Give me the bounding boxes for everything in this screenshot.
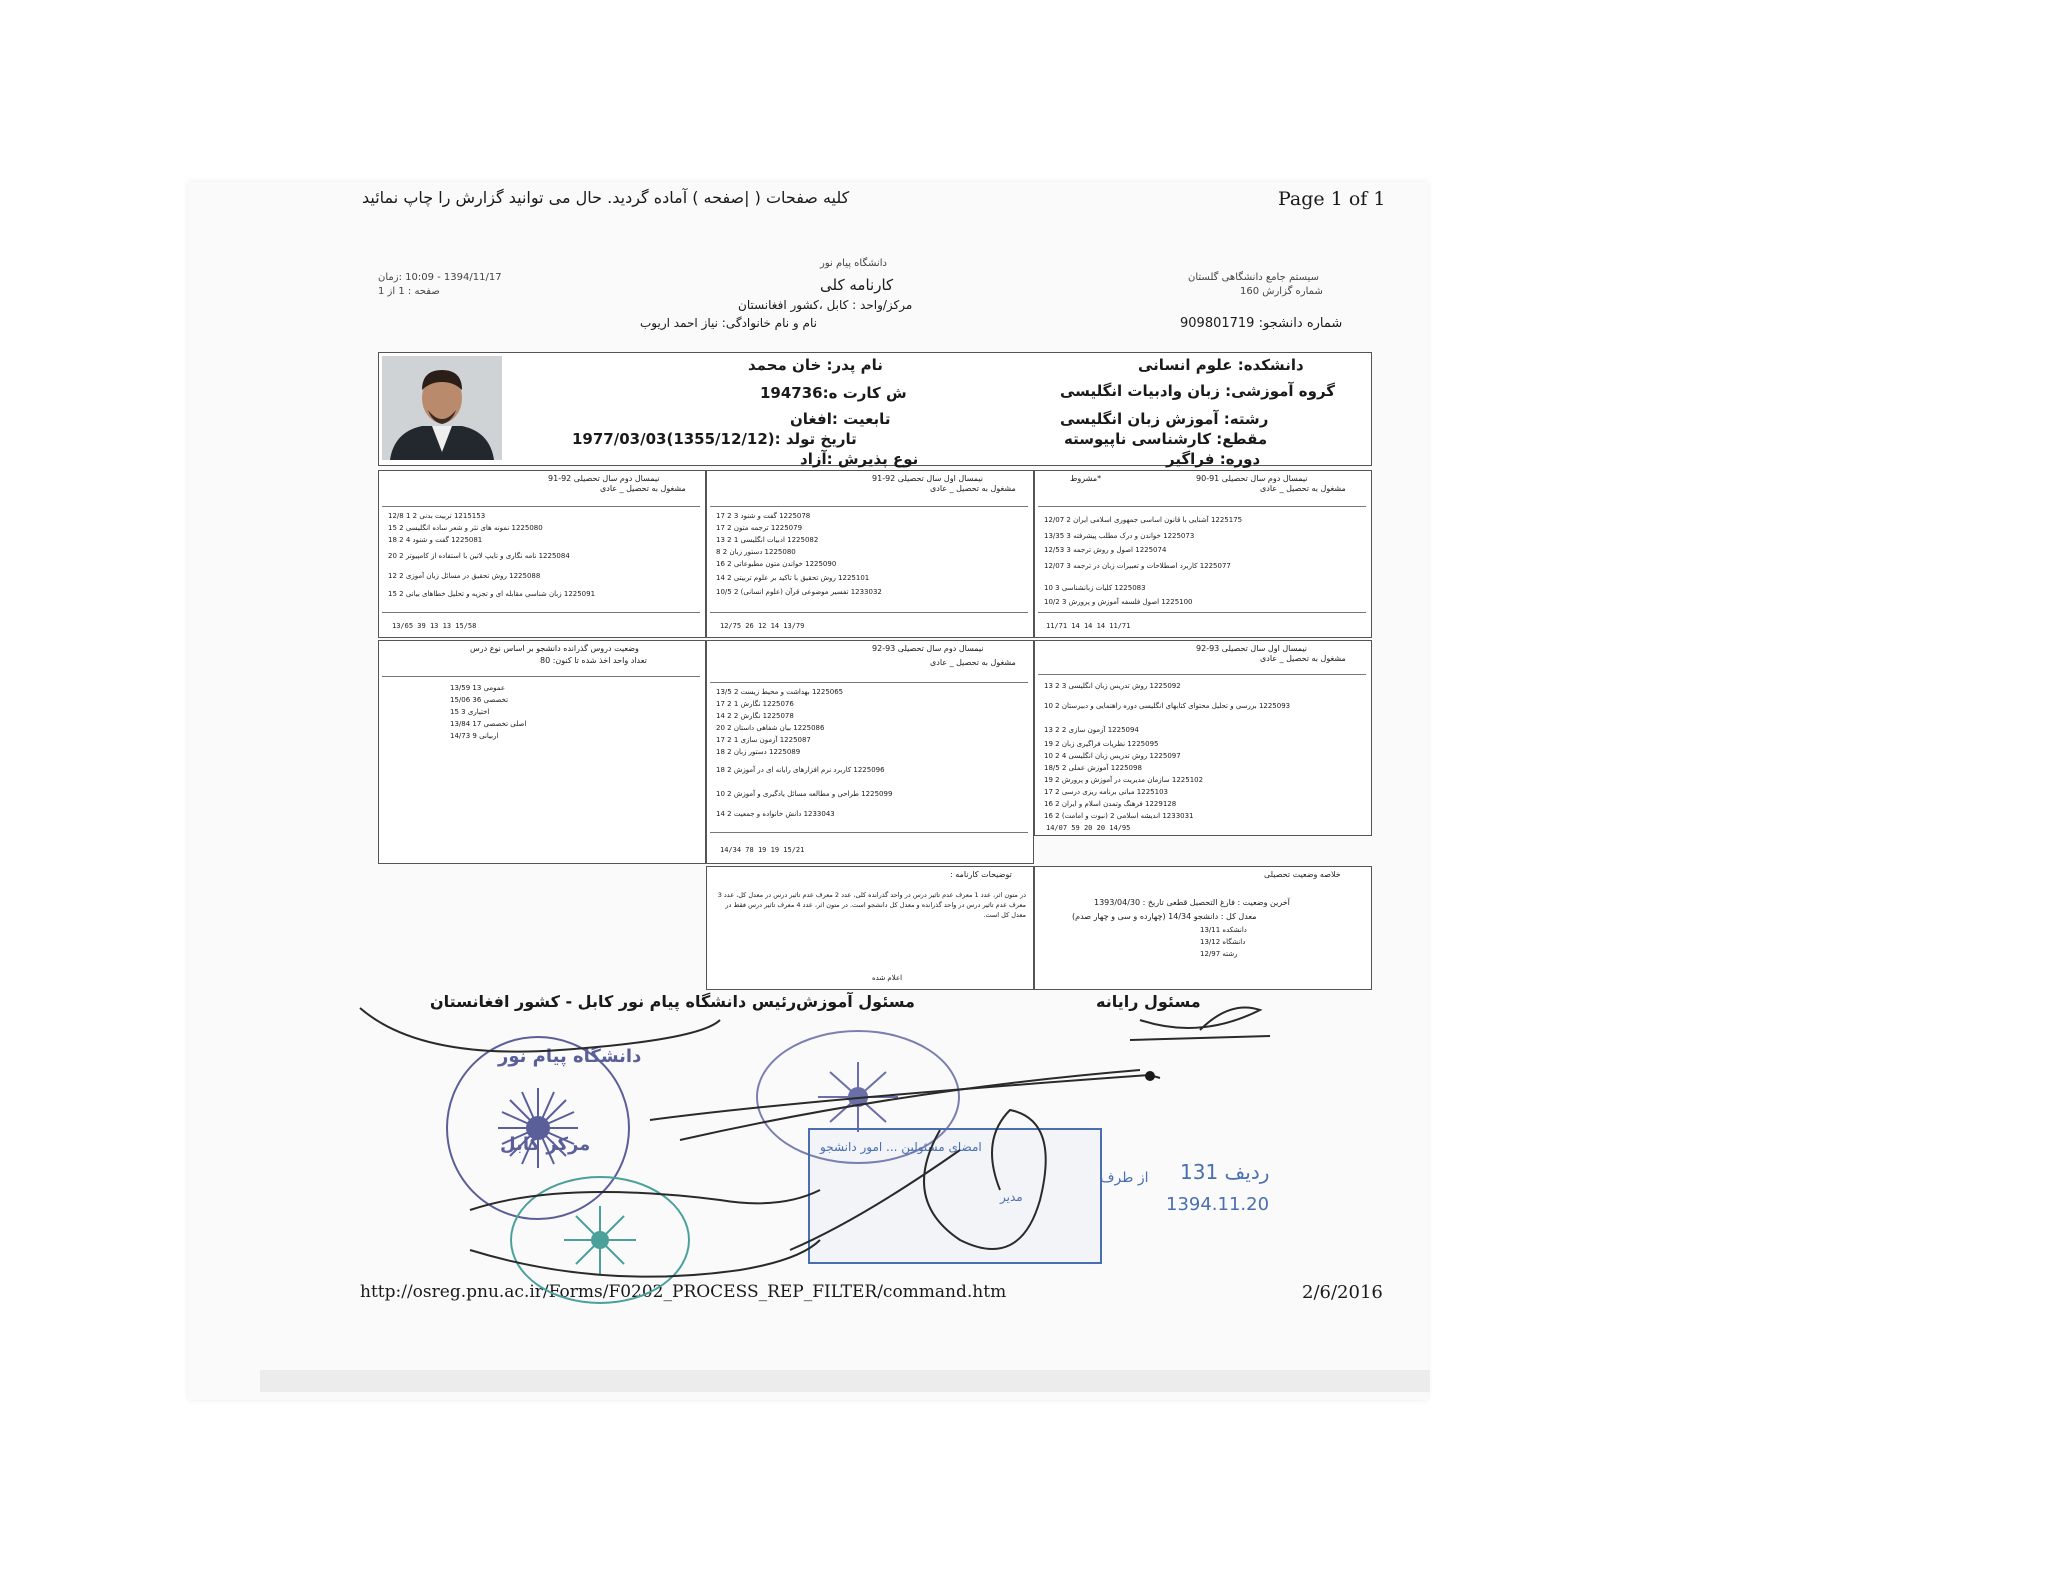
- course-row: 1225094 آزمون سازی 2 2 13: [1044, 726, 1139, 734]
- course-row: 1225065 بهداشت و محیط زیست 2 13/5: [716, 688, 844, 696]
- course-row: 1225081 گفت و شنود 4 2 18: [388, 536, 483, 544]
- university-label: دانشگاه پیام نور: [820, 258, 887, 269]
- stamp-manager: مدیر: [1000, 1190, 1023, 1204]
- course-row: 1225102 سازمان مدیریت در آموزش و پرورش 2 19: [1044, 776, 1204, 784]
- course-row: 1225077 کاربرد اصطلاحات و تعبیرات زبان در ترجمه 3 12/07: [1044, 562, 1231, 570]
- term-3-summary: 15/58 13 13 39 13/65: [392, 622, 477, 630]
- course-row: 1225175 آشنایی با قانون اساسی جمهوری اسلامی ایران 2 12/07: [1044, 516, 1243, 524]
- report-datetime: 1394/11/17 - 10:09 :زمان: [378, 272, 502, 283]
- term-5-title: نیمسال دوم سال تحصیلی 93-92: [872, 644, 984, 653]
- term-5-status: مشغول به تحصیل _ عادی: [930, 658, 1016, 667]
- student-number: شماره دانشجو: 909801719: [1180, 316, 1343, 331]
- notes-text: در متون اثر، عدد 1 معرف عدم تاثیر درس در واحد گذرانده کلی، عدد 2 معرف عدم تاثیر درس در معدل کل، عدد 3 معرف عدم تاثیر درس در واحد گذرانده و معدل کل دانشجو است. در متون اثر، عدد 4 معرف تاثیر درس فقط در معدل کل است.: [717, 891, 1026, 919]
- course-row: 1225096 کاربرد نرم افزارهای رایانه ای در آموزش 2 18: [716, 766, 885, 774]
- seal-text-center: مرکز کابل: [500, 1134, 591, 1155]
- term-4-summary: 14/95 20 20 59 14/07: [1046, 824, 1131, 832]
- course-row: 1225082 ادبیات انگلیسی 1 2 13: [716, 536, 819, 544]
- course-row: 1225078 گفت و شنود 3 2 17: [716, 512, 811, 520]
- course-row: 1225099 طراحی و مطالعه مسائل یادگیری و آموزش 2 10: [716, 790, 893, 798]
- course-row: 1225091 زبان شناسی مقابله ای و تجزیه و تحلیل خطاهای بیانی 2 15: [388, 590, 596, 598]
- print-date: 2/6/2016: [1302, 1282, 1383, 1303]
- term-1-title: نیمسال دوم سال تحصیلی 91-90: [1196, 474, 1308, 483]
- nationality: تابعیت :افغان: [790, 410, 891, 428]
- course-row: 1225087 آزمون سازی 1 2 17: [716, 736, 811, 744]
- course-type-row: تخصصی 36 15/06: [450, 696, 509, 704]
- term-2-title: نیمسال اول سال تحصیلی 92-91: [872, 474, 983, 483]
- course-row: 1215153 تربیت بدنی 2 1 12/8: [388, 512, 486, 520]
- term-3-title: نیمسال دوم سال تحصیلی 92-91: [548, 474, 660, 483]
- student-name: نام و نام خانوادگی: نیاز احمد اریوب: [640, 316, 817, 330]
- course-row: 1225089 دستور زبان 2 18: [716, 748, 801, 756]
- term-5-summary: 15/21 19 19 78 14/34: [720, 846, 805, 854]
- father-name: نام پدر: خان محمد: [748, 356, 883, 374]
- total-gpa: معدل کل : دانشجو 14/34 (چهارده و سی و چهار صدم): [1072, 912, 1257, 921]
- notes-footer: اعلام شده: [872, 974, 903, 982]
- course-row: 1233031 اندیشه اسلامی 2 (نبوت و امامت) 2 16: [1044, 812, 1194, 820]
- id-card-number: ش کارت ه:194736: [760, 384, 907, 402]
- department-group: گروه آموزشی: زبان وادبیات انگلیسی: [1060, 382, 1336, 400]
- course-type-row: اصلی تخصصی 17 13/84: [450, 720, 527, 728]
- course-type-subtitle: تعداد واحد اخذ شده تا کنون: 80: [540, 656, 647, 665]
- course-row: 1225074 اصول و روش ترجمه 3 12/53: [1044, 546, 1167, 554]
- final-status: آخرین وضعیت : فارغ التحصیل قطعی تاریخ : 1393/04/30: [1094, 898, 1290, 907]
- course-row: 1225098 آموزش عملی 2 18/5: [1044, 764, 1142, 772]
- course-type: دوره: فراگیر: [1166, 450, 1261, 468]
- course-row: 1225101 روش تحقیق با تاکید بر علوم تربیتی 2 14: [716, 574, 870, 582]
- term-1-tag: *مشروط: [1070, 474, 1102, 483]
- summary-title: خلاصه وضعیت تحصیلی: [1264, 870, 1341, 879]
- stamp-title: امضای مسئولین ... امور دانشجو: [820, 1140, 982, 1154]
- course-row: 1225095 نظریات فراگیری زبان 2 19: [1044, 740, 1159, 748]
- major: رشته: آموزش زبان انگلیسی: [1060, 410, 1269, 428]
- course-row: 1225086 بیان شفاهی داستان 2 20: [716, 724, 825, 732]
- education-signature-title: مسئول آموزش: [796, 992, 915, 1011]
- report-number: شماره گزارش 160: [1240, 286, 1323, 297]
- course-row: 1225090 خواندن متون مطبوعاتی 2 16: [716, 560, 837, 568]
- faculty: دانشکده: علوم انسانی: [1138, 356, 1304, 374]
- course-row: 1225080 نمونه های نثر و شعر ساده انگلیسی 2 15: [388, 524, 543, 532]
- notes-title: توضیحات کارنامه :: [950, 870, 1012, 879]
- term-1-status: مشغول به تحصیل _ عادی: [1260, 484, 1346, 493]
- course-row: 1225088 روش تحقیق در مسائل زبان آموزی 2 12: [388, 572, 541, 580]
- course-row: 1225092 روش تدریس زبان انگلیسی 3 2 13: [1044, 682, 1181, 690]
- course-type-title: وضعیت دروس گذرانده دانشجو بر اساس نوع درس: [470, 644, 639, 653]
- term-4-title: نیمسال اول سال تحصیلی 93-92: [1196, 644, 1307, 653]
- course-row: 1225100 اصول فلسفه آموزش و پرورش 3 10/2: [1044, 598, 1193, 606]
- computer-signature-title: مسئول رایانه: [1096, 992, 1201, 1011]
- report-page-no: صفحه : 1 از 1: [378, 286, 440, 297]
- course-type-row: اربیانی 9 14/73: [450, 732, 499, 740]
- report-title: کارنامه کلی: [820, 276, 894, 294]
- center-label: مرکز/واحد : کابل ،کشور افغانستان: [738, 298, 913, 312]
- term-3-status: مشغول به تحصیل _ عادی: [600, 484, 686, 493]
- term-4-status: مشغول به تحصیل _ عادی: [1260, 654, 1346, 663]
- gpa-row: رشته 12/97: [1200, 950, 1238, 958]
- page-indicator: Page 1 of 1: [1278, 188, 1386, 210]
- course-row: 1225078 نگارش 2 2 14: [716, 712, 794, 720]
- course-row: 1233043 دانش خانواده و جمعیت 2 14: [716, 810, 835, 818]
- course-row: 1225103 مبانی برنامه ریزی درسی 2 17: [1044, 788, 1168, 796]
- page-url: http://osreg.pnu.ac.ir/Forms/F0202_PROCESS_REP_FILTER/command.htm: [360, 1282, 1007, 1302]
- course-row: 1233032 تفسیر موضوعی قرآن (علوم انسانی) 2 10/5: [716, 588, 882, 596]
- system-name: سیستم جامع دانشگاهی گلستان: [1188, 272, 1319, 283]
- gpa-row: دانشکده 13/11: [1200, 926, 1247, 934]
- course-row: 1229128 فرهنگ وتمدن اسلام و ایران 2 16: [1044, 800, 1177, 808]
- course-row: 1225097 روش تدریس زبان انگلیسی 4 2 10: [1044, 752, 1181, 760]
- course-row: 1225093 بررسی و تحلیل محتوای کتابهای انگلیسی دوره راهنمایی و دبیرستان 2 10: [1044, 702, 1291, 710]
- seal-text: دانشگاه پیام نور: [498, 1046, 642, 1067]
- stamp-from: از طرف: [1100, 1170, 1149, 1186]
- term-2-status: مشغول به تحصیل _ عادی: [930, 484, 1016, 493]
- admission-type: نوع پذیرش :آزاد: [800, 450, 919, 468]
- stamp-row: ردیف 131: [1180, 1160, 1270, 1184]
- course-row: 1225084 نامه نگاری و تایپ لاتین با استفاده از کامپیوتر 2 20: [388, 552, 570, 560]
- term-1-summary: 11/71 14 14 14 11/71: [1046, 622, 1131, 630]
- course-type-row: اختیاری 3 15: [450, 708, 490, 716]
- course-row: 1225073 خواندن و درک مطلب پیشرفته 3 13/35: [1044, 532, 1195, 540]
- course-row: 1225079 ترجمه متون 2 17: [716, 524, 803, 532]
- course-row: 1225080 دستور زبان 2 8: [716, 548, 796, 556]
- birth-date: تاریخ تولد :(1355/12/12)1977/03/03: [572, 430, 857, 448]
- term-2-summary: 13/79 14 12 26 12/75: [720, 622, 805, 630]
- course-row: 1225083 کلیات زبانشناسی 3 10: [1044, 584, 1146, 592]
- degree-level: مقطع: کارشناسی ناپیوسته: [1064, 430, 1268, 448]
- print-notice: کلیه صفحات ( |صفحه ) آماده گردید. حال می توانید گزارش را چاپ نمائید: [362, 188, 850, 207]
- stamp-date: 1394.11.20: [1166, 1194, 1270, 1215]
- gpa-row: دانشگاه 13/12: [1200, 938, 1246, 946]
- course-type-row: عمومی 13 13/59: [450, 684, 505, 692]
- head-signature-title: رئیس دانشگاه پیام نور کابل - کشور افغانستان: [430, 992, 797, 1011]
- course-row: 1225076 نگارش 1 2 17: [716, 700, 794, 708]
